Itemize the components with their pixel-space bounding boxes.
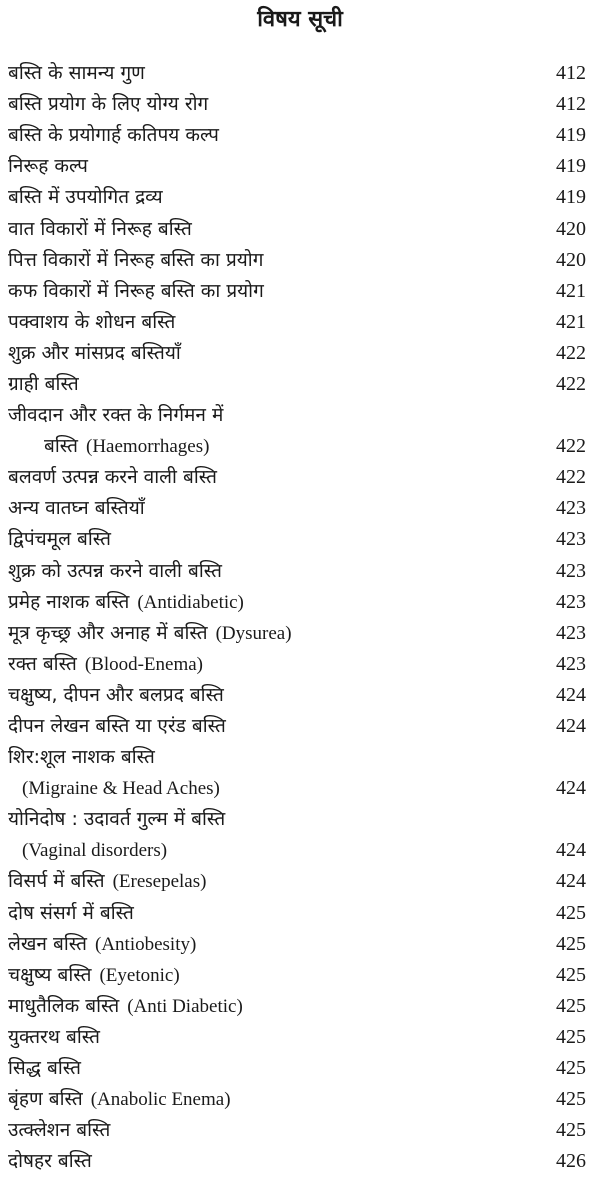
toc-entry[interactable] [8, 369, 586, 400]
toc-entry-page-number: 422 [556, 372, 586, 395]
toc-entry-title [8, 307, 175, 338]
toc-entry-english: (Anti Diabetic) [127, 995, 243, 1017]
toc-entry[interactable] [8, 649, 586, 680]
toc-entry-title [8, 773, 220, 804]
toc-entry[interactable] [8, 307, 586, 338]
toc-entry-page-number: 422 [556, 341, 586, 364]
toc-entry-page-number: 419 [556, 186, 586, 209]
toc-entry-english: (Blood-Enema) [84, 653, 204, 675]
toc-entry[interactable] [8, 991, 586, 1022]
toc-entry-title [8, 151, 88, 182]
toc-entry-title [8, 276, 264, 307]
toc-entry-title [8, 929, 196, 960]
toc-entry[interactable] [8, 120, 586, 151]
toc-entry-hindi: सिद्ध बस्ति [8, 1057, 81, 1080]
toc-entry-page-number: 424 [556, 870, 586, 893]
toc-entry-page-number: 424 [556, 683, 586, 706]
toc-entry-page-number: 423 [556, 621, 586, 644]
toc-entry-english: (Vaginal disorders) [22, 840, 168, 862]
toc-entry-page-number: 423 [556, 652, 586, 675]
toc-entry-page-number: 423 [556, 528, 586, 551]
toc-entry[interactable] [8, 1022, 586, 1053]
toc-entry[interactable] [8, 1053, 586, 1084]
toc-entry-hindi: कफ विकारों में निरूह बस्ति का प्रयोग [8, 279, 264, 302]
toc-entry-page-number: 421 [556, 279, 586, 302]
toc-entry-hindi: रक्त बस्ति [8, 652, 77, 675]
toc-entry[interactable] [8, 431, 586, 462]
toc-entry-hindi: बस्ति के प्रयोगार्ह कतिपय कल्प [8, 124, 219, 147]
toc-entry[interactable] [8, 866, 586, 897]
toc-entry[interactable] [8, 835, 586, 866]
toc-entry-hindi: वात विकारों में निरूह बस्ति [8, 217, 192, 240]
toc-entry-title [8, 1053, 81, 1084]
toc-entry-page-number: 425 [556, 1119, 586, 1142]
toc-entry-hindi: दीपन लेखन बस्ति या एरंड बस्ति [8, 715, 226, 738]
toc-entry-title [8, 524, 111, 555]
toc-entry-english: (Eresepelas) [112, 871, 207, 893]
toc-entry-hindi: पित्त विकारों में निरूह बस्ति का प्रयोग [8, 248, 264, 271]
toc-entry[interactable] [8, 462, 586, 493]
toc-entry-hindi: दोष संसर्ग में बस्ति [8, 901, 134, 924]
toc-entry-hindi: लेखन बस्ति [8, 932, 87, 955]
toc-entry-page-number: 425 [556, 1057, 586, 1080]
toc-entry[interactable] [8, 929, 586, 960]
toc-entry-hindi: मूत्र कृच्छ्र और अनाह में बस्ति [8, 621, 208, 644]
toc-entry[interactable] [8, 742, 586, 773]
toc-entry-hindi: माधुतैलिक बस्ति [8, 994, 120, 1017]
toc-entry-hindi: चक्षुष्य, दीपन और बलप्रद बस्ति [8, 683, 224, 706]
toc-entry[interactable] [8, 58, 586, 89]
toc-entry-english: (Migraine & Head Aches) [22, 778, 220, 800]
toc-entry-page-number: 425 [556, 1088, 586, 1111]
toc-entry-page-number: 426 [556, 1150, 586, 1173]
toc-entry-page-number: 412 [556, 93, 586, 116]
toc-entry-title [8, 587, 244, 618]
toc-entry-hindi: जीवदान और रक्त के निर्गमन में [8, 404, 224, 427]
toc-entry-hindi: योनिदोष : उदावर्त गुल्म में बस्ति [8, 808, 226, 831]
toc-entry-title [8, 89, 208, 120]
toc-entry-hindi: अन्य वातघ्न बस्तियाँ [8, 497, 145, 520]
toc-entry[interactable] [8, 618, 586, 649]
toc-entry[interactable] [8, 1084, 586, 1115]
toc-entry-hindi: निरूह कल्प [8, 155, 88, 178]
toc-entry-page-number: 423 [556, 559, 586, 582]
toc-entry-page-number: 422 [556, 435, 586, 458]
toc-entry-title [8, 835, 167, 866]
toc-entry-title [8, 991, 243, 1022]
toc-entry-page-number: 424 [556, 777, 586, 800]
toc-entry-title [8, 58, 145, 89]
toc-entry-page-number: 425 [556, 932, 586, 955]
table-of-contents [8, 58, 586, 1177]
toc-entry-page-number: 425 [556, 901, 586, 924]
toc-entry-hindi: दोषहर बस्ति [8, 1150, 92, 1173]
toc-entry-hindi: बस्ति में उपयोगित द्रव्य [8, 186, 163, 209]
toc-entry-english: (Anabolic Enema) [90, 1089, 231, 1111]
toc-entry-title [8, 245, 263, 276]
toc-entry-hindi: पक्वाशय के शोधन बस्ति [8, 310, 176, 333]
toc-entry-title [8, 556, 222, 587]
toc-entry[interactable] [8, 587, 586, 618]
toc-entry-page-number: 420 [556, 217, 586, 240]
toc-entry-title [8, 1084, 231, 1115]
toc-entry-hindi: बृंहण बस्ति [8, 1088, 83, 1111]
toc-entry-page-number: 424 [556, 839, 586, 862]
toc-entry-hindi: ग्राही बस्ति [8, 372, 79, 395]
toc-entry-title [8, 1115, 110, 1146]
toc-entry-title [8, 649, 203, 680]
toc-entry-english: (Haemorrhages) [86, 436, 210, 458]
toc-entry-hindi: शुक्र को उत्पन्न करने वाली बस्ति [8, 559, 223, 582]
toc-entry-page-number: 420 [556, 248, 586, 271]
toc-entry[interactable] [8, 276, 586, 307]
toc-entry[interactable] [8, 493, 586, 524]
toc-entry-title [8, 214, 192, 245]
toc-entry[interactable] [8, 151, 586, 182]
toc-entry[interactable] [8, 182, 586, 213]
toc-entry[interactable] [8, 400, 586, 431]
toc-entry-english: (Dysurea) [215, 622, 292, 644]
toc-entry-page-number: 425 [556, 963, 586, 986]
toc-entry-title [8, 1146, 92, 1177]
toc-entry[interactable] [8, 680, 586, 711]
toc-entry[interactable] [8, 556, 586, 587]
toc-entry[interactable] [8, 898, 586, 929]
toc-entry-page-number: 425 [556, 994, 586, 1017]
toc-entry-title [8, 493, 145, 524]
toc-entry-hindi: प्रमेह नाशक बस्ति [8, 590, 130, 613]
toc-entry-title [8, 866, 206, 897]
toc-entry-hindi: बस्ति प्रयोग के लिए योग्य रोग [8, 93, 209, 116]
toc-entry-title [8, 431, 209, 462]
toc-entry[interactable] [8, 1115, 586, 1146]
toc-entry[interactable] [8, 89, 586, 120]
toc-entry[interactable] [8, 213, 586, 244]
toc-entry-hindi: शिर:शूल नाशक बस्ति [8, 746, 155, 769]
toc-entry-title [8, 711, 226, 742]
toc-entry-title [8, 618, 292, 649]
toc-entry-page-number: 422 [556, 466, 586, 489]
toc-entry-page-number: 419 [556, 124, 586, 147]
toc-entry-title [8, 898, 134, 929]
toc-entry[interactable] [8, 773, 586, 804]
toc-entry[interactable] [8, 524, 586, 555]
toc-entry-title [8, 182, 163, 213]
toc-entry-title [8, 742, 155, 773]
toc-entry-page-number: 423 [556, 497, 586, 520]
toc-entry-title [8, 804, 225, 835]
toc-entry-hindi: बस्ति के सामन्य गुण [8, 62, 145, 85]
toc-entry-page-number: 421 [556, 310, 586, 333]
toc-entry-title [8, 960, 180, 991]
toc-entry-page-number: 425 [556, 1025, 586, 1048]
toc-entry-hindi: उत्क्लेशन बस्ति [8, 1119, 111, 1142]
toc-entry[interactable] [8, 245, 586, 276]
toc-entry-hindi: बस्ति [44, 435, 78, 458]
toc-entry-page-number: 412 [556, 62, 586, 85]
toc-entry-title [8, 680, 224, 711]
toc-entry[interactable] [8, 711, 586, 742]
toc-entry-english: (Antiobesity) [95, 933, 197, 955]
toc-entry-hindi: शुक्र और मांसप्रद बस्तियाँ [8, 341, 181, 364]
toc-entry[interactable] [8, 338, 586, 369]
toc-entry-title [8, 369, 79, 400]
toc-entry-page-number: 423 [556, 590, 586, 613]
toc-entry-title [8, 462, 217, 493]
toc-entry-english: (Eyetonic) [99, 964, 180, 986]
toc-entry-hindi: द्विपंचमूल बस्ति [8, 528, 111, 551]
toc-entry-title [8, 120, 219, 151]
toc-entry-hindi: बलवर्ण उत्पन्न करने वाली बस्ति [8, 466, 217, 489]
toc-entry-hindi: विसर्प में बस्ति [8, 870, 105, 893]
toc-entry-english: (Antidiabetic) [137, 591, 244, 613]
toc-entry-hindi: युक्तरथ बस्ति [8, 1025, 100, 1048]
page-title: विषय सूची [257, 7, 343, 32]
toc-entry-title [8, 338, 181, 369]
toc-entry[interactable] [8, 960, 586, 991]
toc-entry-page-number: 419 [556, 155, 586, 178]
toc-entry[interactable] [8, 804, 586, 835]
toc-entry-title [8, 1022, 100, 1053]
toc-entry-hindi: चक्षुष्य बस्ति [8, 963, 92, 986]
toc-entry[interactable] [8, 1146, 586, 1177]
toc-entry-title [8, 400, 223, 431]
toc-entry-page-number: 424 [556, 715, 586, 738]
